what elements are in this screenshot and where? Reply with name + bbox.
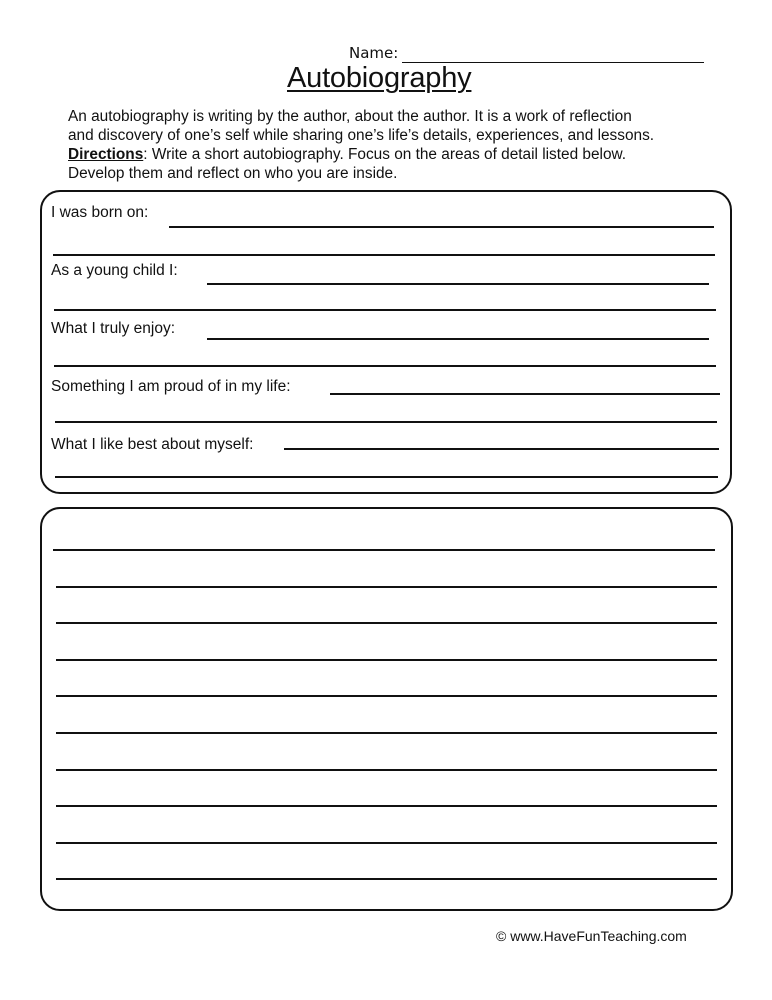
answer-line-young-child[interactable] xyxy=(207,283,709,285)
writing-line[interactable] xyxy=(56,805,717,807)
answer-line-proud-2[interactable] xyxy=(55,421,717,423)
prompt-enjoy: What I truly enjoy: xyxy=(51,320,176,337)
writing-box xyxy=(40,507,733,911)
directions xyxy=(68,145,728,164)
intro-line-2: and discovery of one’s self while sharing one’s life’s details, experiences, and lessons. xyxy=(68,127,655,144)
answer-line-born-2[interactable] xyxy=(53,254,715,256)
directions-line-2: Develop them and reflect on who you are inside. xyxy=(68,165,398,182)
writing-line[interactable] xyxy=(56,842,717,844)
answer-line-young-child-2[interactable] xyxy=(54,309,716,311)
answer-line-enjoy[interactable] xyxy=(207,338,709,340)
intro-text xyxy=(68,107,728,183)
writing-line[interactable] xyxy=(56,622,717,624)
name-label: Name: xyxy=(349,44,399,62)
answer-line-like-best[interactable] xyxy=(284,448,719,450)
answer-line-proud[interactable] xyxy=(330,393,720,395)
writing-line[interactable] xyxy=(56,769,717,771)
intro-line-1: An autobiography is writing by the author, about the author. It is a work of reflection xyxy=(68,108,632,125)
prompt-born: I was born on: xyxy=(51,204,149,221)
directions-text: : Write a short autobiography. Focus on the areas of detail listed below. xyxy=(143,146,627,163)
writing-line[interactable] xyxy=(56,659,717,661)
writing-line[interactable] xyxy=(56,732,717,734)
page-title: Autobiography xyxy=(287,62,472,94)
writing-line[interactable] xyxy=(56,586,717,588)
answer-line-enjoy-2[interactable] xyxy=(54,365,716,367)
directions-label: Directions xyxy=(68,146,144,163)
prompt-like-best: What I like best about myself: xyxy=(51,436,254,453)
answer-line-like-best-2[interactable] xyxy=(55,476,718,478)
writing-line[interactable] xyxy=(53,549,715,551)
writing-line[interactable] xyxy=(56,695,717,697)
answer-line-born[interactable] xyxy=(169,226,714,228)
prompt-proud: Something I am proud of in my life: xyxy=(51,378,291,395)
writing-line[interactable] xyxy=(56,878,717,880)
prompt-young-child: As a young child I: xyxy=(51,262,178,279)
copyright-footer: © www.HaveFunTeaching.com xyxy=(496,928,687,944)
